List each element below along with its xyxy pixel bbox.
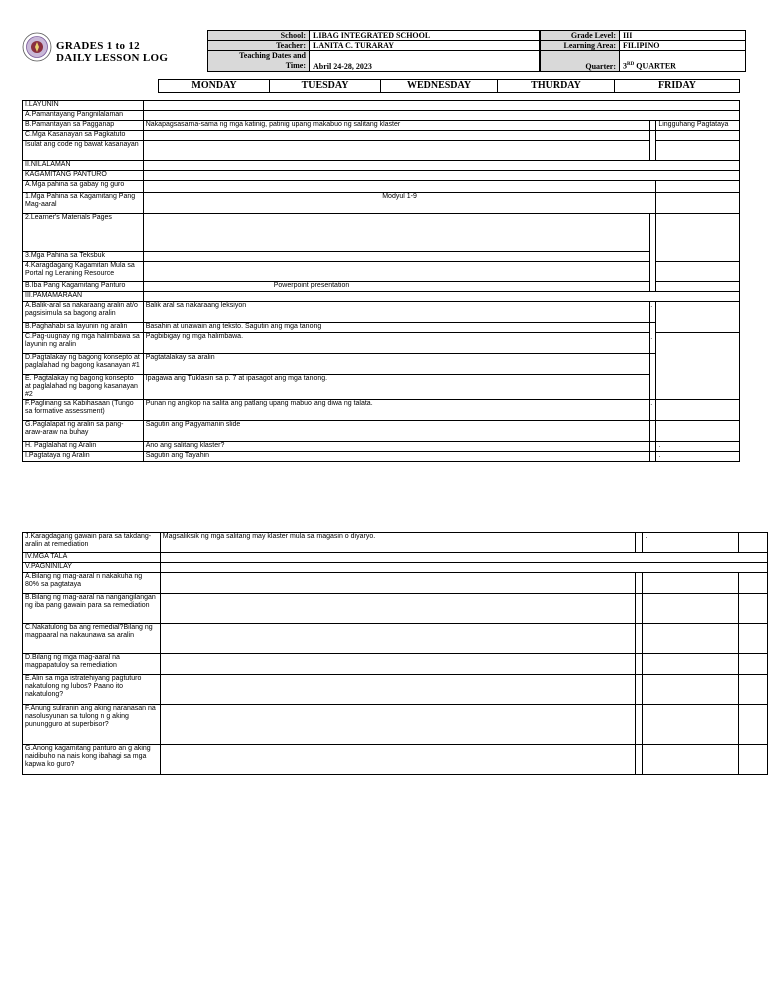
kagamitan-guro-label: G.Anong kagamitang panturo an g aking naidibuho na nais kong ibahagi sa mga kapwa ko guro? [23,745,161,775]
lingguhang-pagtataya: Lingguhang Pagtataya [656,121,740,131]
mga-tala-cell [160,553,767,563]
quarter-text: QUARTER [634,62,676,71]
paglalapat-label: G.Paglalapat ng aralin sa pang-araw-araw na buhay [23,421,144,442]
mga-tala-label: IV.MGA TALA [23,553,161,563]
day-monday: MONDAY [159,80,270,93]
pagtataya-friday-dot: . [656,452,740,462]
extra-cell [739,533,768,553]
teacher-label: Teacher: [208,41,310,51]
suliranin-friday-cell [643,705,739,745]
karagdagang-kagamitan-friday-cell [656,262,740,282]
kagamitan-guro-friday-cell [643,745,739,775]
bilang-gawain-cell [160,594,636,624]
spacer-cell [636,675,643,705]
pahina-kagamitang-friday-cell [656,193,740,214]
teksbuk-label: 3.Mga Pahina sa Teksbuk [23,252,144,262]
day-tuesday: TUESDAY [270,80,381,93]
grade-level-value: III [620,31,746,41]
paghahabi-label: B.Paghahabi sa layunin ng aralin [23,323,144,333]
spacer-cell [650,354,656,400]
layunin-label: I.LAYUNIN [23,101,144,111]
kasanayan-cell [143,131,650,141]
karagdagang-gawain-friday-dot: . [643,533,739,553]
balik-aral-label: A.Balik-aral sa nakaraang aralin at/o pagsisimula sa bagong aralin [23,302,144,323]
pamamaraan-cell [143,292,739,302]
spacer-cell [636,705,643,745]
suliranin-label: F.Anung suliranin ang aking naranasan na nasolusyunan sa tulong n g aking punungguro at superbisor? [23,705,161,745]
balik-aral-text: Balik aral sa nakaraang leksiyon [143,302,650,323]
spacer-cell [636,654,643,675]
extra-cell [739,624,768,654]
pag-uugnay-text: Pagbibigay ng mga halimbawa. [143,333,650,354]
pag-uugnay-label: C.Pag-uugnay ng mga halimbawa sa layunin ng aralin [23,333,144,354]
lesson-log-table [22,100,740,462]
paglalahat-label: H. Paglalahat ng Aralin [23,442,144,452]
kagamitang-panturo-cell [143,171,739,181]
learners-materials-friday-cell [656,214,740,262]
paglalahat-text: Ano ang salitang klaster? [143,442,650,452]
karagdagang-kagamitan-cell [143,262,650,282]
istratehiya-cell [160,675,636,705]
nilalaman-label: II.NILALAMAN [23,161,144,171]
dates-label-line1: Teaching Dates and [239,51,306,60]
extra-cell [739,745,768,775]
dates-label-line2: Time: [285,61,306,70]
bilang-80-label: A.Bilang ng mag-aaral n nakakuha ng 80% sa pagtataya [23,573,161,594]
pagtalakay-2-label: E. Pagtalakay ng bagong konsepto at paglalahad ng bagong kasanayan #2 [23,375,144,400]
dates-value: Abril 24-28, 2023 [310,51,540,72]
spacer-cell [636,624,643,654]
learners-materials-label: 2.Learner's Materials Pages [23,214,144,252]
quarter-label: Quarter: [541,51,620,72]
karagdagang-gawain-text: Magsaliksik ng mga salitang may klaster mula sa magasin o diyaryo. [160,533,636,553]
bilang-gawain-friday-cell [643,594,739,624]
grade-level-label: Grade Level: [541,31,620,41]
karagdagang-gawain-label: J.Karagdagang gawain para sa takdang-aralin at remediation [23,533,161,553]
paglalapat-text: Sagutin ang Pagyamanin slide [143,421,650,442]
balik-aral-dot: . [650,302,656,323]
pahina-gabay-cell [143,181,656,193]
pamantayan-sa-pagganap-label: B.Pamantayan sa Pagganap [23,121,144,131]
pagtalakay-2-text: Ipagawa ang Tuklasin sa p. 7 at ipasagot ang mga tanong. [143,375,650,400]
karagdagang-kagamitan-label: 4.Karagdagang Kagamitan Mula sa Portal ng Leraning Resource [23,262,144,282]
modyul-text: Modyul 1-9 [143,193,656,214]
istratehiya-label: E.Alin sa mga istratehiyang pagtuturo nakatulong ng lubos? Paano ito nakatulong? [23,675,161,705]
learning-area-label: Learning Area: [541,41,620,51]
magpapatuloy-friday-cell [643,654,739,675]
bilang-80-friday-cell [643,573,739,594]
reflection-table [22,532,768,775]
pagtalakay-1-text: Pagtatalakay sa aralin [143,354,650,375]
pamantayang-pangnilalaman-label: A.Pamantayang Pangnilalaman [23,111,144,121]
nakatulong-friday-cell [643,624,739,654]
isulat-code-label: Isulat ang code ng bawat kasanayan [23,141,144,161]
isulat-code-friday-cell [656,141,740,161]
pahina-gabay-friday-cell [656,181,740,193]
learning-area-value: FILIPINO [620,41,746,51]
learners-materials-cell [143,214,650,252]
kasanayan-friday-cell [656,131,740,141]
paghahabi-dot: . [650,323,656,354]
spacer-cell [636,594,643,624]
iba-pang-kagamitang-label: B.Iba Pang Kagamitang Panturo [23,282,144,292]
pamantayang-pangnilalaman-cell [143,111,739,121]
day-wednesday: WEDNESDAY [381,80,498,93]
quarter-superscript: RD [627,62,635,68]
paglinang-text: Punan ng angkop na salita ang patlang upang mabuo ang diwa ng talata. [143,400,650,421]
pagninilay-cell [160,563,767,573]
nilalaman-cell [143,161,739,171]
day-thursday: THURDAY [498,80,615,93]
grades-title: GRADES 1 to 12 [56,40,140,52]
nakatulong-label: C.Nakatulong ba ang remedial?Bilang ng magpaaral na nakaunawa sa aralin [23,624,161,654]
deped-seal-logo [22,32,52,62]
paglinang-friday-cell [656,400,740,421]
pag-uugnay-friday-cell [656,333,740,400]
magpapatuloy-cell [160,654,636,675]
daily-lesson-log-title: DAILY LESSON LOG [56,52,169,64]
teacher-value: LANITA C. TURARAY [310,41,540,51]
kagamitang-panturo-label: KAGAMITANG PANTURO [23,171,144,181]
extra-cell [739,654,768,675]
pagtataya-text: Sagutin ang Tayahin [143,452,650,462]
paglinang-dot: . [650,400,656,421]
pagninilay-label: V.PAGNINILAY [23,563,161,573]
extra-cell [739,705,768,745]
pamantayan-sa-pagganap-text: Nakapagsasama-sama ng mga katinig, patinig upang makabuo ng salitang klaster [143,121,650,131]
paglalahat-friday-dot: . [656,442,740,452]
quarter-value [620,51,746,72]
istratehiya-friday-cell [643,675,739,705]
days-header [158,79,740,93]
spacer-cell [636,573,643,594]
balik-aral-friday-cell [656,302,740,333]
spacer-cell [636,745,643,775]
kasanayan-label: C.Mga Kasanayan sa Pagkatuto [23,131,144,141]
paghahabi-text: Basahin at unawain ang teksto. Sagutin ang mga tanong [143,323,650,333]
pahina-kagamitang-label: 1.Mga Pahina sa Kagamitang Pang Mag-aaral [23,193,144,214]
kagamitan-guro-cell [160,745,636,775]
magpapatuloy-label: D.Bilang ng mga mag-aaral na magpapatuloy sa remediation [23,654,161,675]
pagtataya-label: I.Pagtataya ng Aralin [23,452,144,462]
suliranin-cell [160,705,636,745]
iba-pang-friday-cell [656,282,740,292]
pahina-gabay-label: A.Mga pahina sa gabay ng guro [23,181,144,193]
extra-cell [739,573,768,594]
spacer-cell [636,533,643,553]
grade-info-table [540,30,746,72]
teksbuk-cell [143,252,650,262]
quarter-number: 3 [623,62,627,71]
day-friday: FRIDAY [615,80,740,93]
layunin-cell [143,101,739,111]
powerpoint-text: Powerpoint presentation [143,282,650,292]
pagtalakay-1-label: D.Pagtalakay ng bagong konsepto at paglalahad ng bagong kasanayan #1 [23,354,144,375]
school-info-table [207,30,540,72]
isulat-code-cell [143,141,650,161]
paglalapat-friday-cell [656,421,740,442]
school-value: LIBAG INTEGRATED SCHOOL [310,31,540,41]
extra-cell [739,675,768,705]
dates-label [208,51,310,72]
pamamaraan-label: III.PAMAMARAAN [23,292,144,302]
extra-cell [739,594,768,624]
paglinang-label: F.Paglinang sa Kabihasaan (Tungo sa formative assessment) [23,400,144,421]
school-label: School: [208,31,310,41]
bilang-80-cell [160,573,636,594]
bilang-gawain-label: B.Bilang ng mag-aaral na nangangilangan ng iba pang gawain para sa remediation [23,594,161,624]
nakatulong-cell [160,624,636,654]
